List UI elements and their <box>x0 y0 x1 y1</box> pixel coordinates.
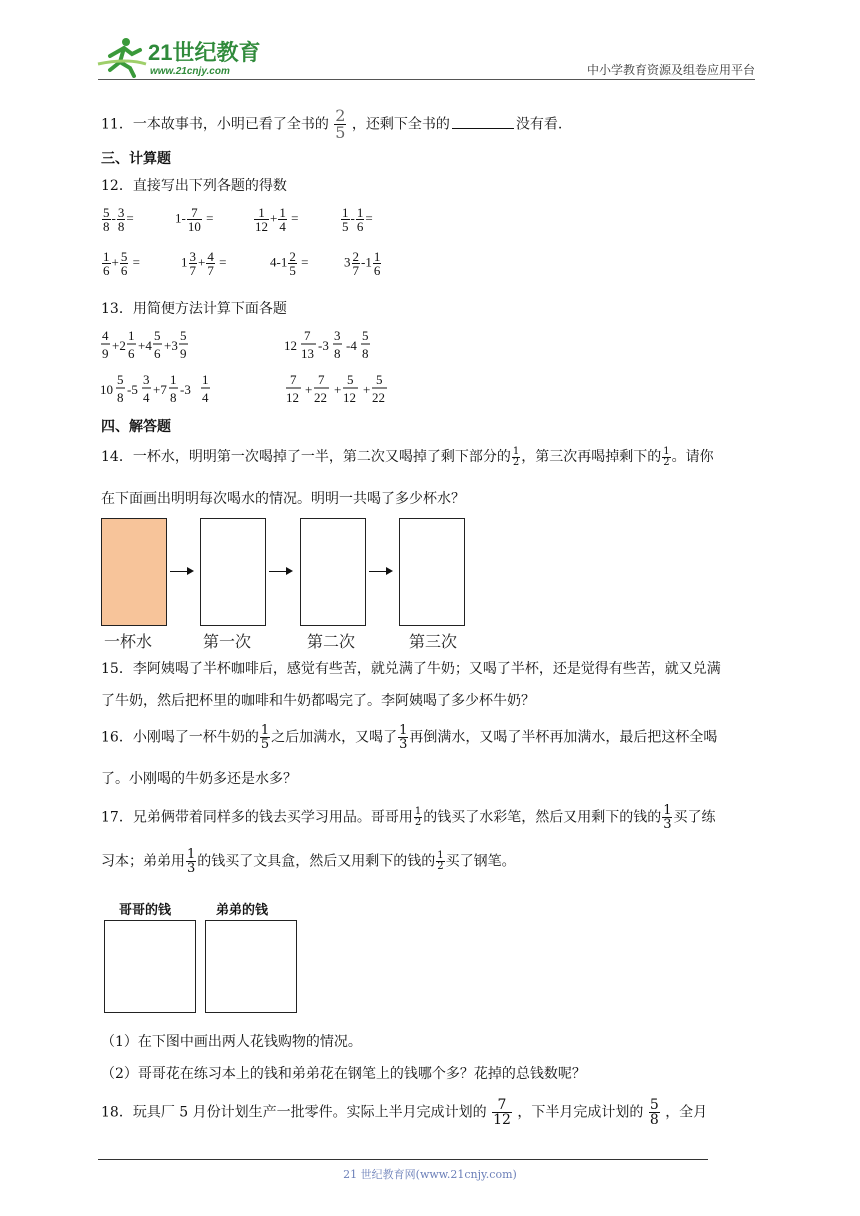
svg-text:5: 5 <box>180 328 187 343</box>
platform-name: 中小学教育资源及组卷应用平台 <box>586 63 755 77</box>
svg-text:-3: -3 <box>180 382 191 397</box>
svg-text:+2: +2 <box>112 338 126 353</box>
question-12: 12．直接写出下列各题的得数 <box>101 178 287 194</box>
q12-item-4: $\frac{1}{5}$ - $\frac{1}{6}$ = <box>342 205 373 234</box>
q12-item-1: $\frac{5}{8}$ - $\frac{3}{8}$ = <box>103 205 134 234</box>
svg-text:5: 5 <box>347 372 354 387</box>
question-15-line2: 了牛奶，然后把杯里的咖啡和牛奶都喝完了。李阿姨喝了多少杯牛奶？ <box>101 693 535 709</box>
q11-text-b: ，还剩下全书的 <box>351 116 450 133</box>
fraction-two-fifths: $\frac{2}{5}$ <box>335 106 346 142</box>
svg-text:4: 4 <box>102 328 109 343</box>
q12-item-6: 1 $\frac{3}{7}$ + $\frac{4}{7}$ = <box>181 249 227 278</box>
svg-text:1: 1 <box>170 372 177 387</box>
older-brother-money-box[interactable] <box>104 920 196 1013</box>
svg-text:12: 12 <box>343 390 356 405</box>
question-14-line2: 在下面画出明明每次喝水的情况。明明一共喝了多少杯水？ <box>101 491 465 507</box>
question-17-line2: 习本；弟弟用 $\frac{1}{3}$ 的钱买了文具盒，然后又用剩下的钱的 $\frac{1}{2}$ 买了钢笔。 <box>101 847 516 876</box>
svg-text:+: + <box>334 382 342 397</box>
svg-text:+: + <box>305 382 313 397</box>
svg-text:22: 22 <box>314 390 327 405</box>
question-17-sub2: （2）哥哥花在练习本上的钱和弟弟花在钢笔上的钱哪个多？花掉的总钱数呢？ <box>101 1066 586 1082</box>
svg-text:+7: +7 <box>153 382 167 397</box>
svg-text:6: 6 <box>128 346 135 361</box>
svg-text:4: 4 <box>202 390 209 405</box>
arrow-1 <box>170 571 192 572</box>
q12-item-3: $\frac{1}{12}$ + $\frac{1}{4}$ = <box>255 205 299 234</box>
svg-text:12: 12 <box>284 338 297 353</box>
svg-text:+3: +3 <box>164 338 178 353</box>
q12-item-7: 4-1 $\frac{2}{5}$ = <box>270 249 309 278</box>
svg-text:1: 1 <box>128 328 135 343</box>
caption-second: 第二次 <box>307 632 356 651</box>
question-17-line1: 17．兄弟俩带着同样多的钱去买学习用品。哥哥用 $\frac{1}{2}$ 的钱买了水彩笔，然后又用剩下的钱的 $\frac{1}{3}$ 买了练 <box>101 803 716 832</box>
question-17-sub1: （1）在下图中画出两人花钱购物的情况。 <box>101 1034 362 1050</box>
full-cup-box <box>101 518 167 626</box>
svg-text:5: 5 <box>376 372 383 387</box>
q12-item-2: 1- $\frac{7}{10}$ = <box>175 205 214 234</box>
svg-text:7: 7 <box>290 372 297 387</box>
svg-text:6: 6 <box>154 346 161 361</box>
q11-text-a: 11．一本故事书，小明已看了全书的 <box>101 116 329 133</box>
svg-text:9: 9 <box>180 346 187 361</box>
svg-text:5: 5 <box>154 328 161 343</box>
first-drink-box[interactable] <box>200 518 266 626</box>
logo-text: 21世纪教育 <box>148 40 261 65</box>
caption-first: 第一次 <box>203 632 252 651</box>
svg-text:-4: -4 <box>346 338 357 353</box>
svg-text:10: 10 <box>100 382 113 397</box>
q13-expressions <box>98 326 408 412</box>
svg-text:9: 9 <box>102 346 109 361</box>
svg-text:3: 3 <box>334 328 341 343</box>
svg-text:3: 3 <box>143 372 150 387</box>
svg-text:-5: -5 <box>127 382 138 397</box>
second-drink-box[interactable] <box>300 518 366 626</box>
question-11 <box>101 108 562 141</box>
svg-text:8: 8 <box>334 346 341 361</box>
footer-text: 21 世纪教育网(www.21cnjy.com) <box>343 1168 517 1181</box>
label-younger-brother-money: 弟弟的钱 <box>216 903 269 918</box>
svg-text:1: 1 <box>202 372 209 387</box>
svg-text:+: + <box>363 382 371 397</box>
question-18-line1: 18．玩具厂 5 月份计划生产一批零件。实际上半月完成计划的 $\frac{7}{12}$ ，下半月完成计划的 $\frac{5}{8}$ ，全月 <box>101 1097 708 1128</box>
third-drink-box[interactable] <box>399 518 465 626</box>
question-13: 13．用简便方法计算下面各题 <box>101 301 287 317</box>
q12-item-5: $\frac{1}{6}$ + $\frac{5}{6}$ = <box>103 249 140 278</box>
arrow-3 <box>369 571 391 572</box>
footer-divider <box>98 1159 708 1160</box>
logo <box>96 34 266 78</box>
svg-text:13: 13 <box>301 346 314 361</box>
svg-text:5: 5 <box>362 328 369 343</box>
label-older-brother-money: 哥哥的钱 <box>119 903 172 918</box>
svg-text:8: 8 <box>170 390 177 405</box>
svg-text:7: 7 <box>304 328 311 343</box>
svg-text:22: 22 <box>372 390 385 405</box>
svg-text:-3: -3 <box>318 338 329 353</box>
section-3-title: 三、计算题 <box>101 151 171 167</box>
q12-item-8: 3 $\frac{2}{7}$ -1 $\frac{1}{6}$ <box>344 249 381 278</box>
header-divider <box>98 79 755 80</box>
caption-full-cup: 一杯水 <box>104 632 153 651</box>
svg-text:+4: +4 <box>138 338 152 353</box>
question-14-line1: 14．一杯水，明明第一次喝掉了一半，第二次又喝掉了剩下部分的 $\frac{1}{2}$ ，第三次再喝掉剩下的 $\frac{1}{2}$ 。请你 <box>101 445 714 468</box>
svg-text:5: 5 <box>117 372 124 387</box>
younger-brother-money-box[interactable] <box>205 920 297 1013</box>
svg-text:12: 12 <box>286 390 299 405</box>
section-4-title: 四、解答题 <box>101 419 171 435</box>
answer-blank[interactable] <box>452 128 514 129</box>
logo-url: www.21cnjy.com <box>150 66 230 77</box>
q11-text-c: 没有看. <box>515 116 563 133</box>
question-16-line1: 16．小刚喝了一杯牛奶的 $\frac{1}{5}$ 之后加满水，又喝了 $\frac{1}{3}$ 再倒满水，又喝了半杯再加满水，最后把这杯全喝 <box>101 723 718 752</box>
svg-text:4: 4 <box>143 390 150 405</box>
arrow-2 <box>269 571 291 572</box>
svg-text:8: 8 <box>362 346 369 361</box>
svg-text:8: 8 <box>117 390 124 405</box>
question-15-line1: 15．李阿姨喝了半杯咖啡后，感觉有些苦，就兑满了牛奶；又喝了半杯，还是觉得有些苦，就又兑满 <box>101 661 721 677</box>
question-16-line2: 了。小刚喝的牛奶多还是水多？ <box>101 771 297 787</box>
svg-text:7: 7 <box>318 372 325 387</box>
caption-third: 第三次 <box>409 632 458 651</box>
